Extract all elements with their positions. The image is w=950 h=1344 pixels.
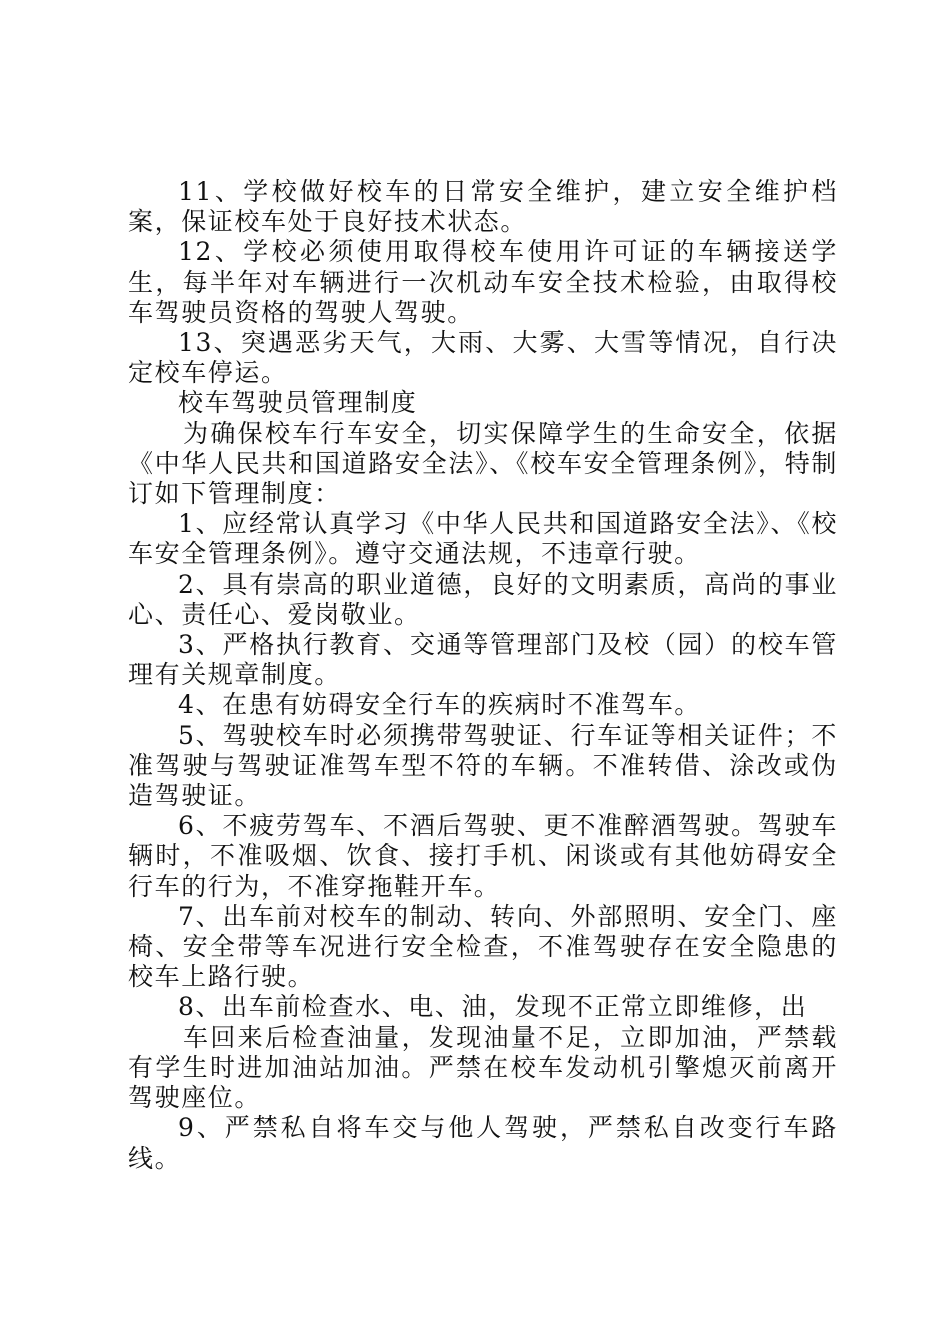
rule-item-3: 3、严格执行教育、交通等管理部门及校（园）的校车管理有关规章制度。 bbox=[128, 630, 838, 690]
rule-item-9: 9、严禁私自将车交与他人驾驶，严禁私自改变行车路线。 bbox=[128, 1113, 838, 1173]
rule-item-5: 5、驾驶校车时必须携带驾驶证、行车证等相关证件；不准驾驶与驾驶证准驾车型不符的车辆。不准转借、涂改或伪造驾驶证。 bbox=[128, 720, 838, 811]
paragraph-item-12: 12、学校必须使用取得校车使用许可证的车辆接送学生，每半年对车辆进行一次机动车安全技术检验，由取得校车驾驶员资格的驾驶人驾驶。 bbox=[128, 237, 838, 327]
rule-item-8-continued: 车回来后检查油量，发现油量不足，立即加油，严禁载有学生时进加油站加油。严禁在校车发动机引擎熄灭前离开驾驶座位。 bbox=[128, 1022, 838, 1113]
rule-item-8: 8、出车前检查水、电、油，发现不正常立即维修，出 bbox=[178, 992, 808, 1022]
section-intro: 为确保校车行车安全，切实保障学生的生命安全，依据《中华人民共和国道路安全法》、《校车安全管理条例》，特制订如下管理制度： bbox=[128, 418, 838, 509]
paragraph-item-11: 11、学校做好校车的日常安全维护，建立安全维护档案，保证校车处于良好技术状态。 bbox=[128, 177, 838, 237]
paragraph-item-13: 13、突遇恶劣天气，大雨、大雾、大雪等情况，自行决定校车停运。 bbox=[128, 328, 838, 388]
rule-item-1: 1、应经常认真学习《中华人民共和国道路安全法》、《校车安全管理条例》。遵守交通法规，不违章行驶。 bbox=[128, 509, 838, 569]
document-body bbox=[128, 177, 838, 1174]
rule-item-2: 2、具有崇高的职业道德，良好的文明素质，高尚的事业心、责任心、爱岗敬业。 bbox=[128, 569, 838, 629]
rule-item-4: 4、在患有妨碍安全行车的疾病时不准驾车。 bbox=[178, 690, 701, 720]
rule-item-7: 7、出车前对校车的制动、转向、外部照明、安全门、座椅、安全带等车况进行安全检查，不准驾驶存在安全隐患的校车上路行驶。 bbox=[128, 901, 838, 992]
section-heading: 校车驾驶员管理制度 bbox=[178, 388, 418, 418]
rule-item-6: 6、不疲劳驾车、不酒后驾驶、更不准醉酒驾驶。驾驶车辆时，不准吸烟、饮食、接打手机、闲谈或有其他妨碍安全行车的行为，不准穿拖鞋开车。 bbox=[128, 811, 838, 901]
